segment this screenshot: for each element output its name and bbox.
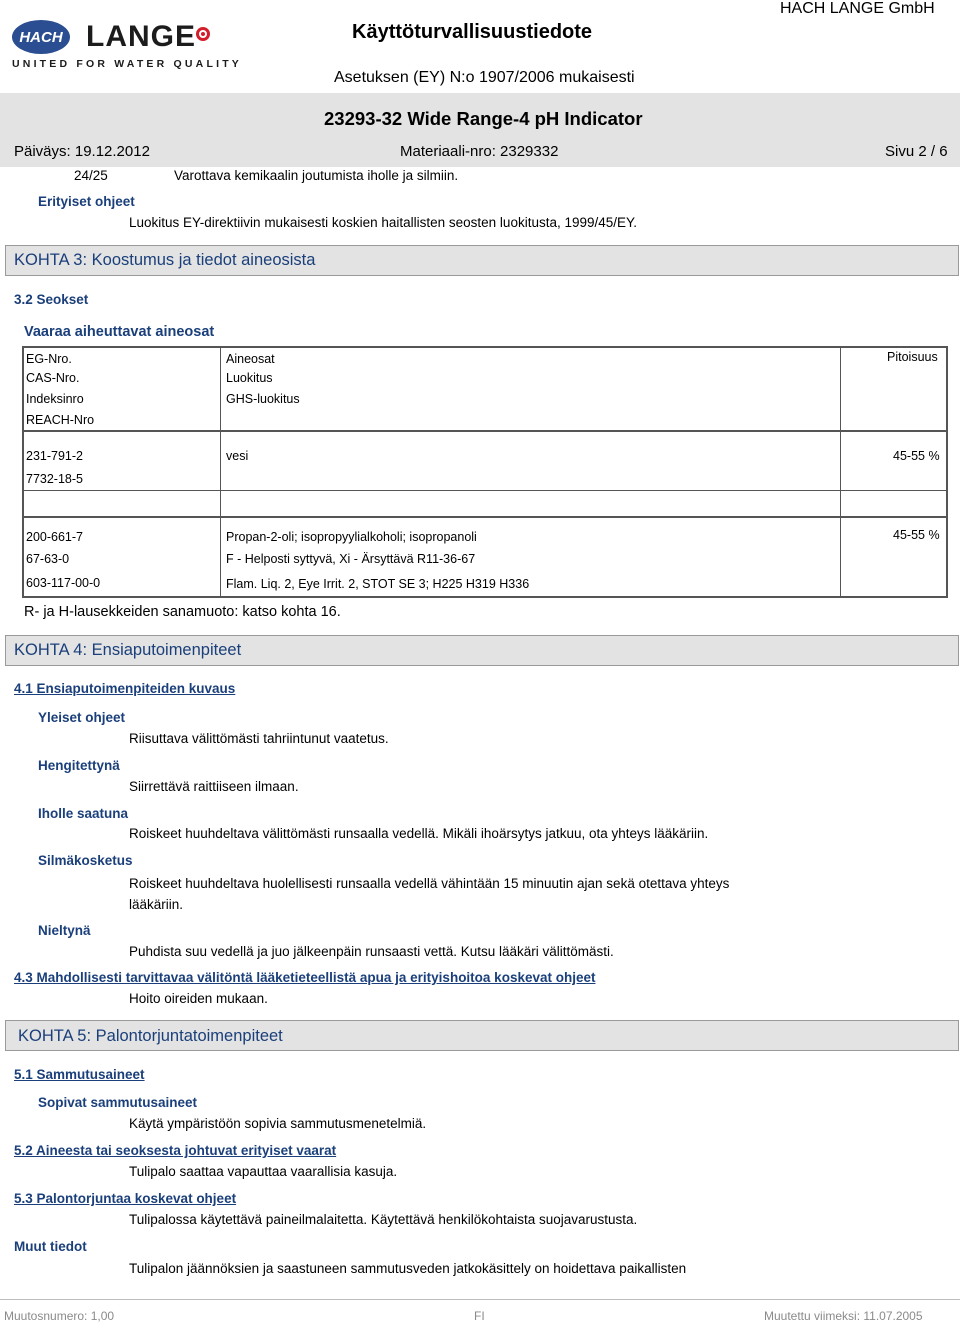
material-number: Materiaali-nro: 2329332	[400, 143, 559, 160]
last-modified: Muutettu viimeksi: 11.07.2005	[764, 1309, 923, 1323]
phrases-note: R- ja H-lausekkeiden sanamuoto: katso kohta 16.	[24, 604, 341, 620]
table-cell: 603-117-00-0	[26, 576, 101, 590]
col-header-index: Indeksinro	[26, 392, 84, 406]
first-aid-inhalation-label: Hengitettynä	[38, 758, 120, 773]
section-5-title: KOHTA 5: Palontorjuntatoimenpiteet	[18, 1027, 283, 1045]
first-aid-ingestion-label: Nieltynä	[38, 923, 91, 938]
suitable-media-label: Sopivat sammutusaineet	[38, 1095, 198, 1110]
footer-divider	[0, 1299, 960, 1300]
subsection-5-2: 5.2 Aineesta tai seoksesta johtuvat erityiset vaarat	[14, 1143, 337, 1158]
first-aid-inhalation-text: Siirrettävä raittiiseen ilmaan.	[129, 779, 299, 794]
special-instructions-text: Luokitus EY-direktiivin mukaisesti koskien haitallisten seosten luokitusta, 1999/45/EY.	[129, 215, 638, 230]
table-cell: 200-661-7	[26, 530, 83, 544]
first-aid-eye-text: Roiskeet huuhdeltava huolellisesti runsaalla vedellä vähintään 15 minuutin ajan sekä otettava yhteys	[129, 876, 730, 891]
table-cell: 45-55 %	[893, 449, 940, 463]
company-name: HACH LANGE GmbH	[780, 0, 935, 17]
table-cell: Flam. Liq. 2, Eye Irrit. 2, STOT SE 3; H225 H319 H336	[226, 577, 530, 591]
col-header-reach: REACH-Nro	[26, 413, 95, 427]
table-cell: 67-63-0	[26, 552, 70, 566]
section-3-title: KOHTA 3: Koostumus ja tiedot aineosista	[14, 251, 316, 269]
revision-number: Muutosnumero: 1,00	[4, 1309, 115, 1323]
hazardous-components-title: Vaaraa aiheuttavat aineosat	[24, 324, 215, 340]
subsection-5-1: 5.1 Sammutusaineet	[14, 1067, 145, 1082]
regulation-line: Asetuksen (EY) N:o 1907/2006 mukaisesti	[334, 69, 635, 86]
subsection-4-3: 4.3 Mahdollisesti tarvittavaa välitöntä lääketieteellistä apua ja erityishoitoa koskevat ohjeet	[14, 970, 596, 985]
subsection-5-2-text: Tulipalo saattaa vapauttaa vaarallisia kasuja.	[129, 1164, 398, 1179]
table-cell: vesi	[226, 449, 249, 463]
table-cell: 7732-18-5	[26, 472, 83, 486]
hach-logo	[12, 20, 70, 54]
language-code: FI	[474, 1309, 485, 1323]
first-aid-skin-label: Iholle saatuna	[38, 806, 129, 821]
first-aid-general-label: Yleiset ohjeet	[38, 710, 126, 725]
other-info-text: Tulipalon jäännöksien ja saastuneen sammutusveden jatkokäsittely on hoidettava paikallisten	[129, 1261, 687, 1276]
subsection-5-3: 5.3 Palontorjuntaa koskevat ohjeet	[14, 1191, 237, 1206]
lange-logo-mark-icon	[196, 27, 210, 41]
issue-date: Päiväys: 19.12.2012	[14, 143, 150, 160]
section-4-title: KOHTA 4: Ensiaputoimenpiteet	[14, 641, 242, 659]
subsection-5-3-text: Tulipalossa käytettävä paineilmalaitetta. Käytettävä henkilökohtaista suojavarustusta.	[129, 1212, 638, 1227]
table-cell: Propan-2-oli; isopropyylialkoholi; isopropanoli	[226, 530, 477, 544]
table-cell: 231-791-2	[26, 449, 83, 463]
first-aid-skin-text: Roiskeet huuhdeltava välittömästi runsaalla vedellä. Mikäli ihoärsytys jatkuu, ota yhteys lääkäriin.	[129, 826, 709, 841]
risk-phrase-code: 24/25	[74, 168, 108, 183]
first-aid-general-text: Riisuttava välittömästi tahriintunut vaatetus.	[129, 731, 389, 746]
risk-phrase-text: Varottava kemikaalin joutumista iholle ja silmiin.	[174, 168, 459, 183]
col-header-classification: Luokitus	[226, 371, 273, 385]
first-aid-ingestion-text: Puhdista suu vedellä ja juo jälkeenpäin runsaasti vettä. Kutsu lääkäri välittömästi.	[129, 944, 614, 959]
suitable-media-text: Käytä ympäristöön sopivia sammutusmenetelmiä.	[129, 1116, 427, 1131]
col-header-ghs: GHS-luokitus	[226, 392, 300, 406]
lange-logo: LANGE	[86, 20, 196, 53]
subsection-3-2: 3.2 Seokset	[14, 292, 89, 307]
document-title: Käyttöturvallisuustiedote	[352, 21, 593, 43]
other-info-label: Muut tiedot	[14, 1239, 87, 1254]
table-cell: F - Helposti syttyvä, Xi - Ärsyttävä R11-36-67	[226, 552, 476, 566]
first-aid-eye-label: Silmäkosketus	[38, 853, 133, 868]
logo-tagline: UNITED FOR WATER QUALITY	[12, 58, 243, 70]
hach-logo-text: HACH	[19, 28, 63, 46]
subsection-4-1: 4.1 Ensiaputoimenpiteiden kuvaus	[14, 681, 236, 696]
col-header-cas: CAS-Nro.	[26, 371, 80, 385]
subsection-4-3-text: Hoito oireiden mukaan.	[129, 991, 268, 1006]
page-number: Sivu 2 / 6	[885, 143, 948, 160]
col-header-concentration: Pitoisuus	[887, 350, 938, 364]
table-cell: 45-55 %	[893, 528, 940, 542]
first-aid-eye-text-cont: lääkäriin.	[129, 897, 184, 912]
product-name: 23293-32 Wide Range-4 pH Indicator	[324, 108, 643, 129]
special-instructions-label: Erityiset ohjeet	[38, 194, 135, 209]
col-header-eg: EG-Nro.	[26, 352, 72, 366]
col-header-substance: Aineosat	[226, 352, 275, 366]
